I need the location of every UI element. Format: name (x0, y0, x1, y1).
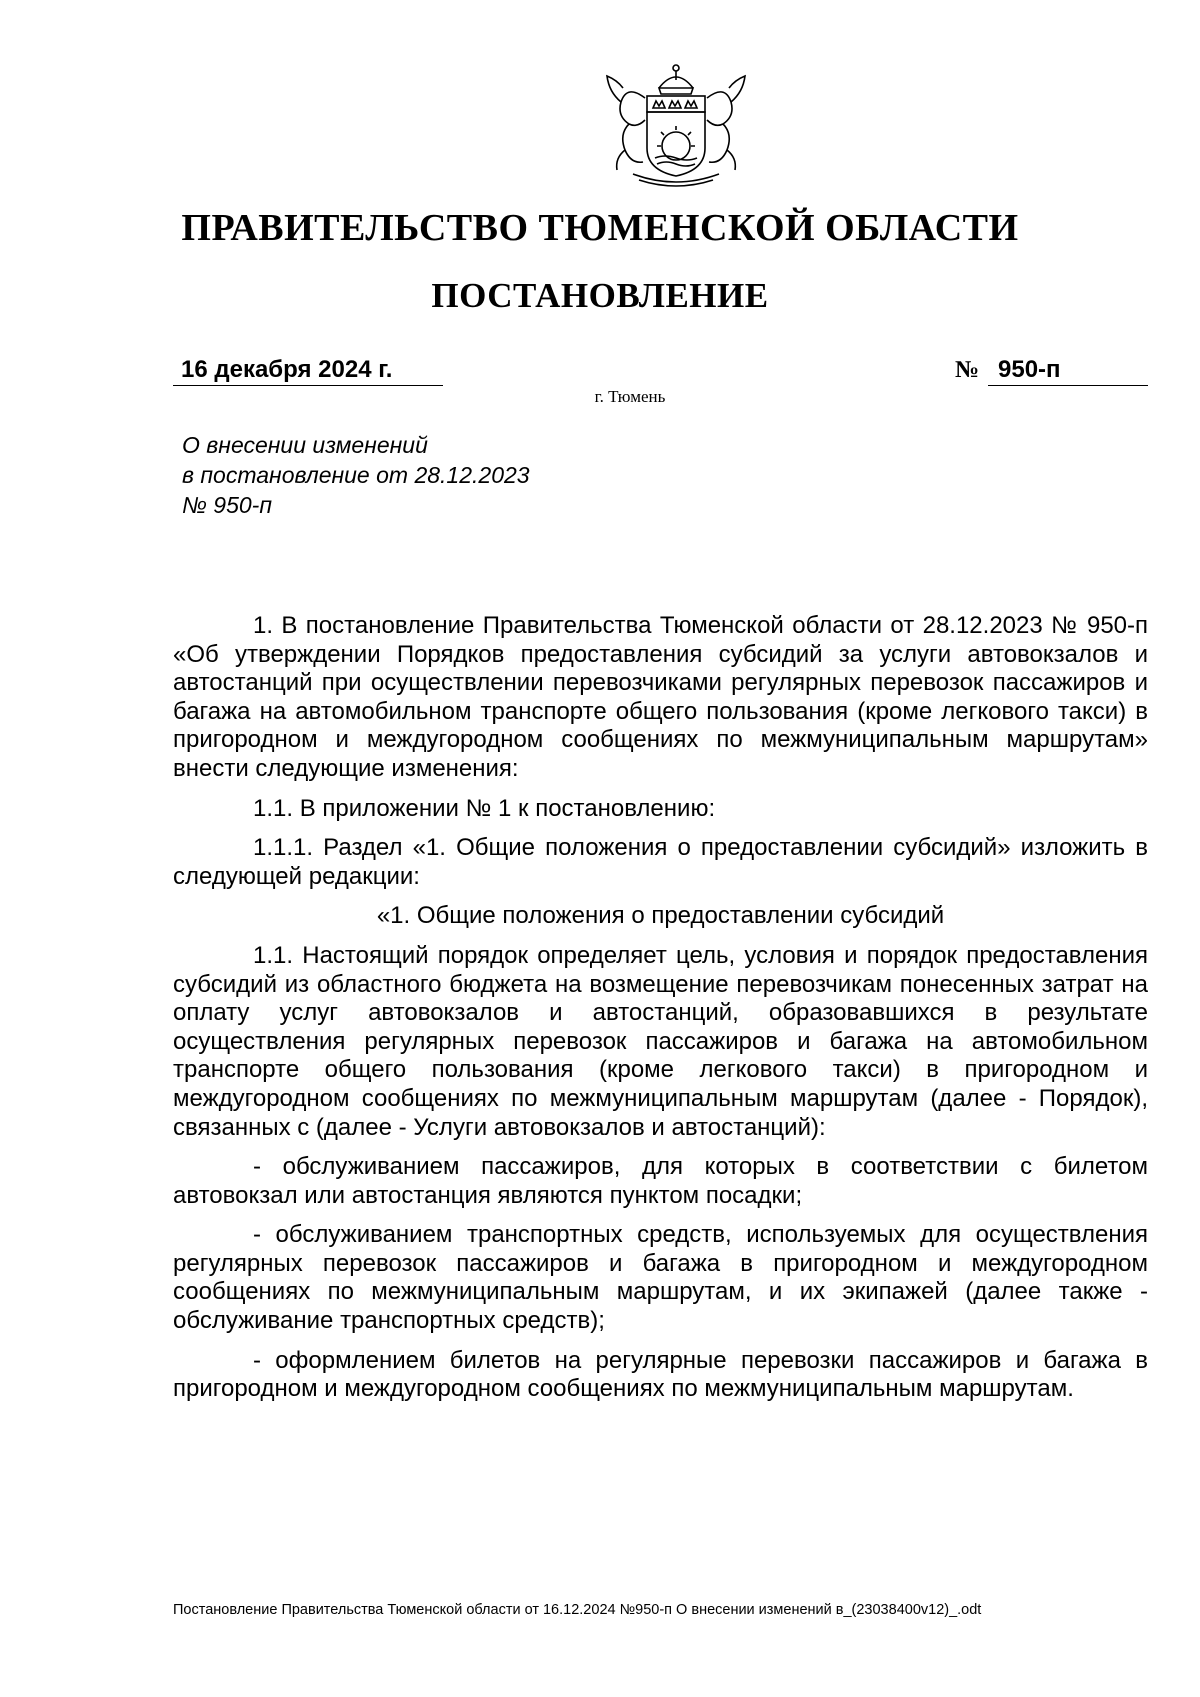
subject-line: № 950-п (182, 492, 272, 518)
coat-of-arms-icon (599, 58, 753, 190)
subject-line: О внесении изменений (182, 432, 428, 458)
body-paragraph: 1. В постановление Правительства Тюменской области от 28.12.2023 № 950-п «Об утверждении Порядков предоставления субсидий за услуги автовокзалов и автостанций при осуществлении перевозчиками регулярных перевозок пассажиров и багажа на автомобильном транспорте общего пользования (кроме легкового такси) в пригородном и междугородном сообщениях по межмуниципальным маршрутам» внести следующие изменения: (173, 612, 1148, 782)
document-date: 16 декабря 2024 г. (173, 355, 443, 386)
document-type: ПОСТАНОВЛЕНИЕ (431, 276, 769, 315)
section-title: «1. Общие положения о предоставлении субсидий (376, 902, 945, 930)
document-body (173, 612, 1148, 1415)
government-title: ПРАВИТЕЛЬСТВО ТЮМЕНСКОЙ ОБЛАСТИ (181, 207, 1019, 249)
body-paragraph: - обслуживанием транспортных средств, используемых для осуществления регулярных перевозок пассажиров и багажа в пригородном и междугородном сообщениях по межмуниципальным маршрутам, и их экипажей (далее также - обслуживание транспортных средств); (173, 1221, 1148, 1335)
body-paragraph: 1.1. Настоящий порядок определяет цель, условия и порядок предоставления субсидий из областного бюджета на возмещение перевозчикам понесенных затрат на оплату услуг автовокзалов и автостанций, образовавшихся в результате осуществления регулярных перевозок пассажиров и багажа на автомобильном транспорте общего пользования (кроме легкового такси) в пригородном и междугородном сообщениях по межмуниципальным маршрутам (далее - Порядок), связанных с (далее - Услуги автовокзалов и автостанций): (173, 941, 1148, 1141)
document-number: 950-п (988, 355, 1148, 386)
body-paragraph: - обслуживанием пассажиров, для которых в соответствии с билетом автовокзал или автостанция являются пунктом посадки; (173, 1153, 1148, 1209)
number-label: № (955, 357, 980, 383)
body-paragraph: 1.1. В приложении № 1 к постановлению: (253, 794, 716, 822)
body-paragraph: - оформлением билетов на регулярные перевозки пассажиров и багажа в пригородном и междугородном сообщениях по межмуниципальным маршрутам. (173, 1346, 1148, 1403)
file-footer: Постановление Правительства Тюменской области от 16.12.2024 №950-п О внесении изменений в_(23038400v12)_.odt (173, 1602, 982, 1618)
subject-line: в постановление от 28.12.2023 (182, 462, 530, 488)
city-name: г. Тюмень (594, 387, 666, 406)
document-subject (182, 430, 530, 520)
body-paragraph: 1.1.1. Раздел «1. Общие положения о предоставлении субсидий» изложить в следующей редакции: (173, 834, 1148, 890)
